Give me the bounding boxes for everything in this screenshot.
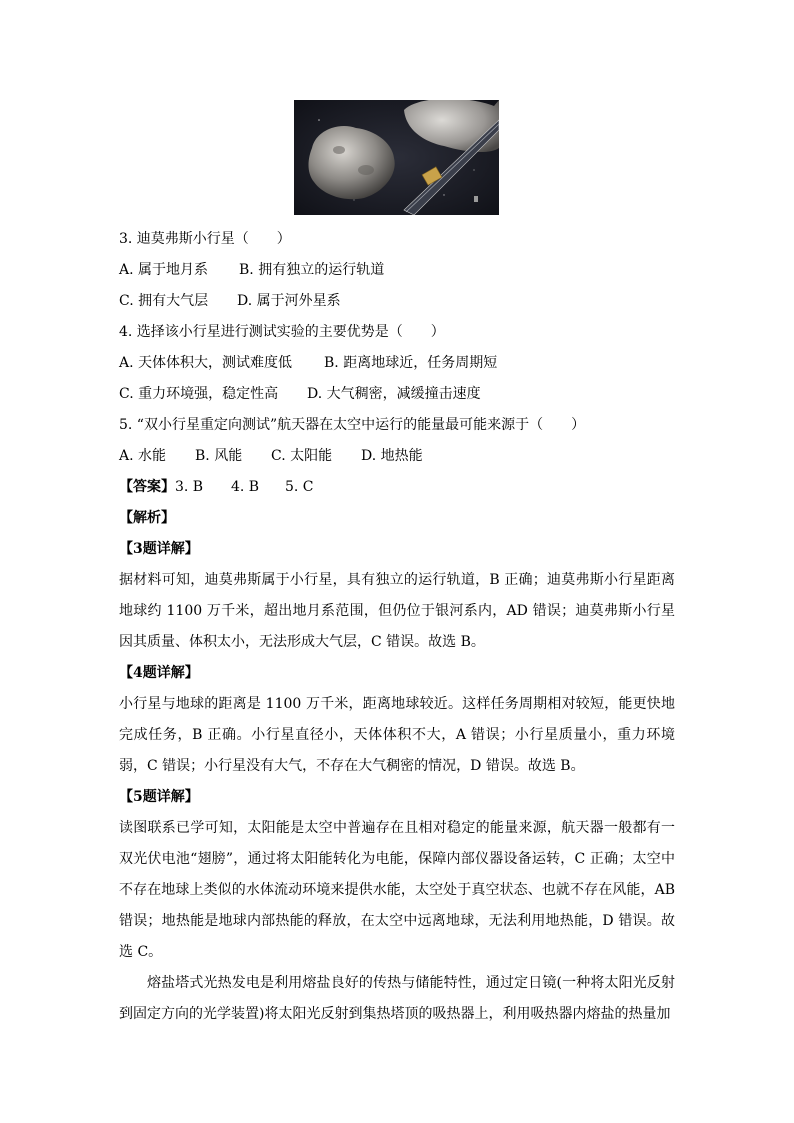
answer-3: 3. B (175, 479, 204, 495)
answer-row (119, 472, 675, 503)
question-3-stem: 3. 迪莫弗斯小行星（ ） (119, 231, 291, 247)
answer-label: 【答案】 (119, 479, 175, 495)
detail-3-heading: 【3题详解】 (119, 541, 199, 557)
question-5-option-c[interactable]: C. 太阳能 (271, 448, 333, 464)
question-4-option-b[interactable]: B. 距离地球近，任务周期短 (324, 355, 498, 371)
question-3-option-b[interactable]: B. 拥有独立的运行轨道 (239, 262, 385, 278)
question-5-options (119, 441, 675, 472)
question-5-option-b[interactable]: B. 风能 (195, 448, 243, 464)
question-4-options-row-1 (119, 348, 675, 379)
question-4-options-row-2 (119, 379, 675, 410)
question-3-options-row-2 (119, 286, 675, 317)
asteroid-spacecraft-icon (294, 100, 499, 215)
detail-5-heading: 【5题详解】 (119, 789, 199, 805)
question-4-option-a[interactable]: A. 天体体积大，测试难度低 (119, 355, 293, 371)
analysis-label: 【解析】 (119, 510, 175, 526)
question-4-option-d[interactable]: D. 大气稠密，减缓撞击速度 (307, 386, 481, 402)
question-4-stem: 4. 选择该小行星进行测试实验的主要优势是（ ） (119, 324, 445, 340)
detail-4-text: 小行星与地球的距离是 1100 万千米，距离地球较近。这样任务周期相对较短，能更快地完成任务，B 正确。小行星直径小，天体体积不大，A 错误；小行星质量小，重力环境弱，C 错误；小行星没有大气，不存在大气稠密的情况，D 错误。故选 B。 (119, 696, 675, 774)
question-3-option-c[interactable]: C. 拥有大气层 (119, 293, 209, 309)
question-5-stem: 5. “双小行星重定向测试”航天器在太空中运行的能量最可能来源于（ ） (119, 417, 586, 433)
question-5-option-d[interactable]: D. 地热能 (361, 448, 423, 464)
question-3-option-d[interactable]: D. 属于河外星系 (237, 293, 341, 309)
question-3-option-a[interactable]: A. 属于地月系 (119, 262, 209, 278)
question-content (119, 224, 675, 1030)
asteroid-spacecraft-image (294, 100, 499, 215)
question-4-option-c[interactable]: C. 重力环境强，稳定性高 (119, 386, 279, 402)
question-5-option-a[interactable]: A. 水能 (119, 448, 167, 464)
answer-4: 4. B (231, 479, 260, 495)
detail-4-heading: 【4题详解】 (119, 665, 199, 681)
detail-5-text: 读图联系已学可知，太阳能是太空中普遍存在且相对稳定的能量来源，航天器一般都有一双光伏电池“翅膀”，通过将太阳能转化为电能，保障内部仪器设备运转，C 正确；太空中不存在地球上类似的水体流动环境来提供水能，太空处于真空状态、也就不存在风能，AB 错误；地热能是地球内部热能的释放，在太空中远离地球，无法利用地热能，D 错误。故选 C。 (119, 820, 675, 960)
question-3-options-row-1 (119, 255, 675, 286)
detail-3-text: 据材料可知，迪莫弗斯属于小行星，具有独立的运行轨道，B 正确；迪莫弗斯小行星距离地球约 1100 万千米，超出地月系范围，但仍位于银河系内，AD 错误；迪莫弗斯小行星因其质量、体积太小，无法形成大气层，C 错误。故选 B。 (119, 572, 675, 650)
next-material-text: 熔盐塔式光热发电是利用熔盐良好的传热与储能特性，通过定日镜(一种将太阳光反射到固定方向的光学装置)将太阳光反射到集热塔顶的吸热器上，利用吸热器内熔盐的热量加 (119, 975, 675, 1022)
answer-5: 5. C (285, 479, 314, 495)
